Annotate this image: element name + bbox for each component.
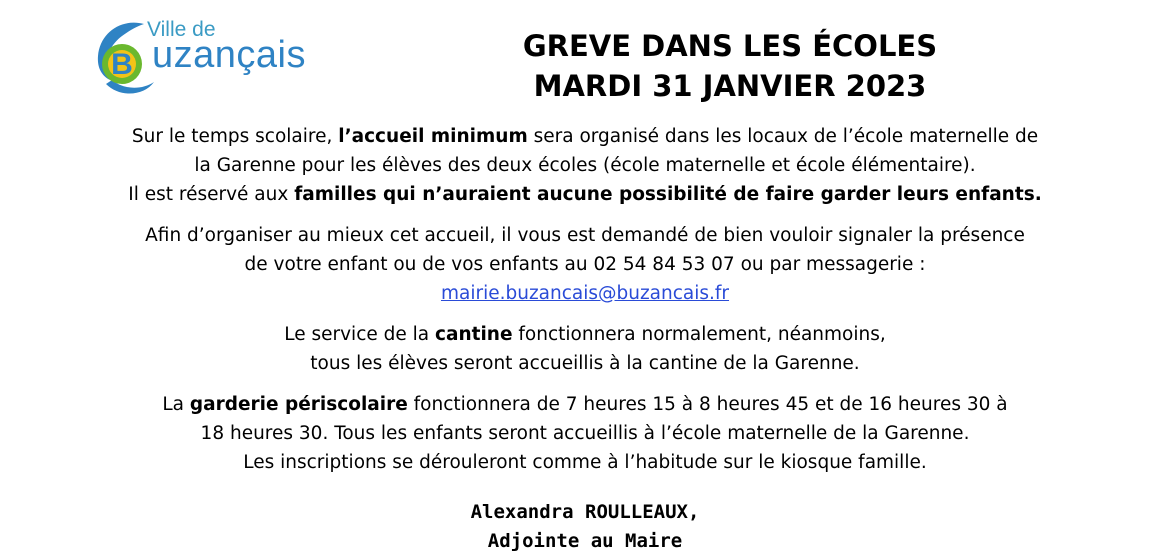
paragraph-line: 18 heures 30. Tous les enfants seront accueillis à l’école maternelle de la Garenne.: [200, 423, 970, 444]
signature-name: Alexandra ROULLEAUX,: [470, 501, 700, 523]
paragraph-garderie: [0, 390, 1170, 477]
paragraph-contact: [0, 221, 1170, 308]
bold-segment: garderie périscolaire: [189, 394, 408, 415]
signature-role: Adjointe au Maire: [487, 530, 683, 552]
paragraph-line: [0, 122, 1170, 151]
text-segment: Il est réservé aux: [128, 184, 295, 205]
signature-block: [0, 498, 1170, 556]
bold-segment: l’accueil minimum: [338, 126, 528, 147]
text-segment: Le service de la: [284, 324, 435, 345]
logo-city-name: uzançais: [152, 34, 306, 76]
bold-segment: cantine: [435, 324, 513, 345]
text-segment: fonctionnera de 7 heures 15 à 8 heures 45 et de 16 heures 30 à: [407, 394, 1008, 415]
bold-segment: familles qui n’auraient aucune possibilité de faire garder leurs enfants.: [294, 184, 1042, 205]
logo-prefix: Ville de: [147, 18, 216, 41]
paragraph-line: [0, 390, 1170, 419]
paragraph-line: Les inscriptions se dérouleront comme à l’habitude sur le kiosque famille.: [243, 452, 927, 473]
page-title: [430, 26, 1030, 106]
paragraph-line: Afin d’organiser au mieux cet accueil, il vous est demandé de bien vouloir signaler la présence: [145, 225, 1025, 246]
email-link[interactable]: mairie.buzancais@buzancais.fr: [440, 283, 730, 304]
text-segment: Sur le temps scolaire,: [131, 126, 339, 147]
paragraph-line: de votre enfant ou de vos enfants au 02 54 84 53 07 ou par messagerie :: [244, 254, 926, 275]
paragraph-line: [0, 279, 1170, 308]
text-segment: sera organisé dans les locaux de l’école maternelle de: [527, 126, 1039, 147]
notice-body: [0, 122, 1170, 489]
paragraph-line: la Garenne pour les élèves des deux écoles (école maternelle et école élémentaire).: [194, 155, 976, 176]
title-line-1: GREVE DANS LES ÉCOLES: [522, 29, 938, 63]
paragraph-line: tous les élèves seront accueillis à la cantine de la Garenne.: [310, 353, 860, 374]
text-segment: La: [162, 394, 190, 415]
text-segment: fonctionnera normalement, néanmoins,: [512, 324, 886, 345]
paragraph-line: [0, 320, 1170, 349]
paragraph-line: [0, 180, 1170, 209]
city-logo: [92, 18, 342, 102]
logo-letter: B: [111, 48, 133, 81]
title-line-2: MARDI 31 JANVIER 2023: [533, 69, 927, 103]
paragraph-cantine: [0, 320, 1170, 378]
paragraph-accueil: [0, 122, 1170, 209]
